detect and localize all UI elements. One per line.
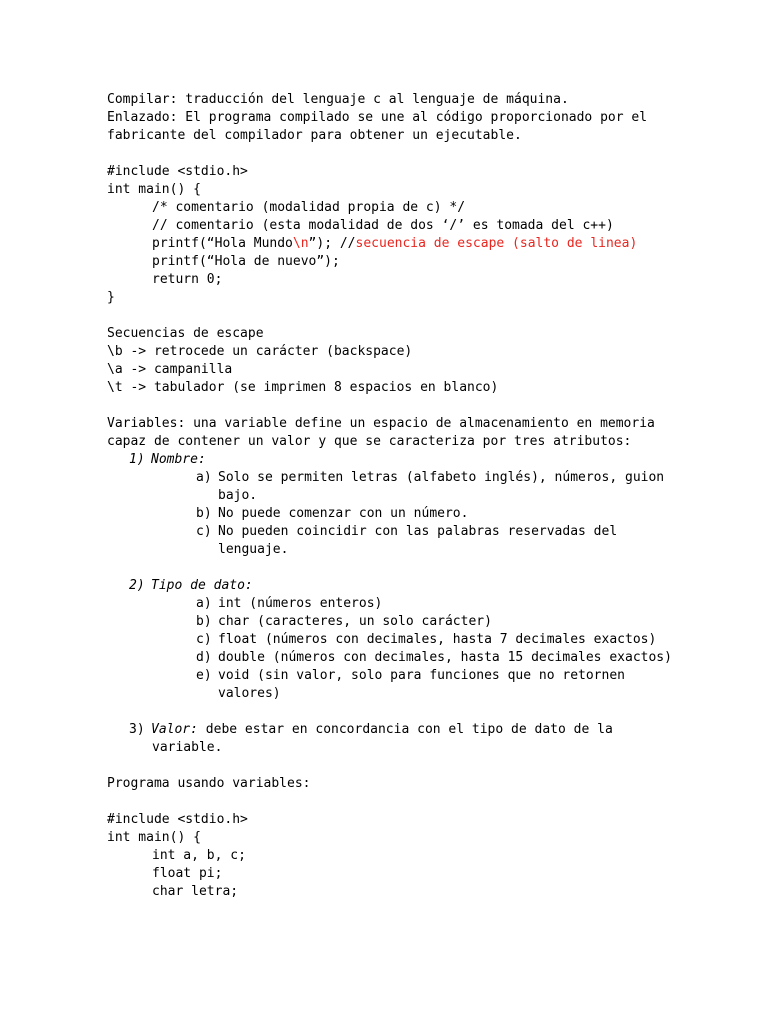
attribute-valor-heading (129, 721, 613, 739)
tipo-item (196, 613, 492, 631)
code-main: int main() { (107, 182, 201, 197)
list-marker: a) (196, 470, 212, 485)
attribute-title: Tipo de dato: (151, 578, 253, 593)
code-main: int main() { (107, 830, 201, 845)
escapes-title: Secuencias de escape (107, 326, 264, 341)
code-return: return 0; (152, 272, 223, 287)
code-comment-c: /* comentario (modalidad propia de c) */ (152, 200, 466, 215)
list-marker: a) (196, 596, 212, 611)
enlazado-definition-line-2: fabricante del compilador para obtener un ejecutable. (107, 128, 522, 143)
attribute-title: Nombre: (151, 452, 206, 467)
valor-continuation: variable. (152, 740, 223, 755)
variables-intro-line-2: capaz de contener un valor y que se caracteriza por tres atributos: (107, 434, 632, 449)
list-marker: e) (196, 668, 212, 683)
code-declaration: char letra; (152, 884, 239, 899)
list-marker: c) (196, 632, 212, 647)
nombre-rule-continuation: bajo. (218, 488, 258, 503)
code-declaration: float pi; (152, 866, 223, 881)
variables-intro-line-1: Variables: una variable define un espacio de almacenamiento en memoria (107, 416, 655, 431)
printf-call-text: printf(“Hola Mundo (152, 236, 293, 251)
type-text: char (caracteres, un solo carácter) (218, 614, 492, 629)
list-marker: d) (196, 650, 212, 665)
type-text: void (sin valor, solo para funciones que no retornen (218, 668, 625, 683)
type-text: double (números con decimales, hasta 15 decimales exactos) (218, 650, 672, 665)
rule-text: No pueden coincidir con las palabras reservadas del (218, 524, 618, 539)
escape-item: \a -> campanilla (107, 362, 233, 377)
attribute-tipo-heading (129, 577, 253, 595)
code-declaration: int a, b, c; (152, 848, 246, 863)
escape-item: \b -> retrocede un carácter (backspace) (107, 344, 413, 359)
compilar-definition: Compilar: traducción del lenguaje c al lenguaje de máquina. (107, 92, 569, 107)
code-printf-hola-mundo (152, 235, 637, 253)
list-marker: 1) (129, 452, 145, 467)
list-marker: 2) (129, 578, 145, 593)
printf-call-end: ”); // (308, 236, 356, 251)
type-text: float (números con decimales, hasta 7 decimales exactos) (218, 632, 657, 647)
nombre-rule-item (196, 523, 617, 541)
nombre-rule-item (196, 469, 664, 487)
code-comment-cpp: // comentario (esta modalidad de dos ‘/’ es tomada del c++) (152, 218, 614, 233)
list-marker: b) (196, 506, 212, 521)
escape-item: \t -> tabulador (se imprimen 8 espacios en blanco) (107, 380, 499, 395)
tipo-item (196, 595, 382, 613)
escape-sequence-highlight: \n (292, 236, 309, 251)
rule-text: No puede comenzar con un número. (218, 506, 469, 521)
escape-sequence-comment: secuencia de escape (salto de linea) (355, 236, 638, 251)
programa-title: Programa usando variables: (107, 776, 311, 791)
tipo-item-continuation: valores) (218, 686, 281, 701)
list-marker: 3) (129, 722, 145, 737)
list-marker: c) (196, 524, 212, 539)
enlazado-definition-line-1: Enlazado: El programa compilado se une al código proporcionado por el (107, 110, 648, 125)
rule-text: Solo se permiten letras (alfabeto inglés), números, guion (218, 470, 665, 485)
nombre-rule-continuation: lenguaje. (218, 542, 289, 557)
code-close-brace: } (107, 290, 115, 305)
type-text: int (números enteros) (218, 596, 383, 611)
tipo-item (196, 649, 672, 667)
code-include: #include <stdio.h> (107, 812, 248, 827)
list-marker: b) (196, 614, 212, 629)
tipo-item (196, 631, 656, 649)
code-printf-hola-nuevo: printf(“Hola de nuevo”); (152, 254, 340, 269)
nombre-rule-item (196, 505, 468, 523)
tipo-item (196, 667, 625, 685)
attribute-title: Valor: (151, 722, 198, 737)
code-include: #include <stdio.h> (107, 164, 248, 179)
attribute-nombre-heading (129, 451, 206, 469)
valor-text: debe estar en concordancia con el tipo de dato de la (197, 722, 613, 737)
